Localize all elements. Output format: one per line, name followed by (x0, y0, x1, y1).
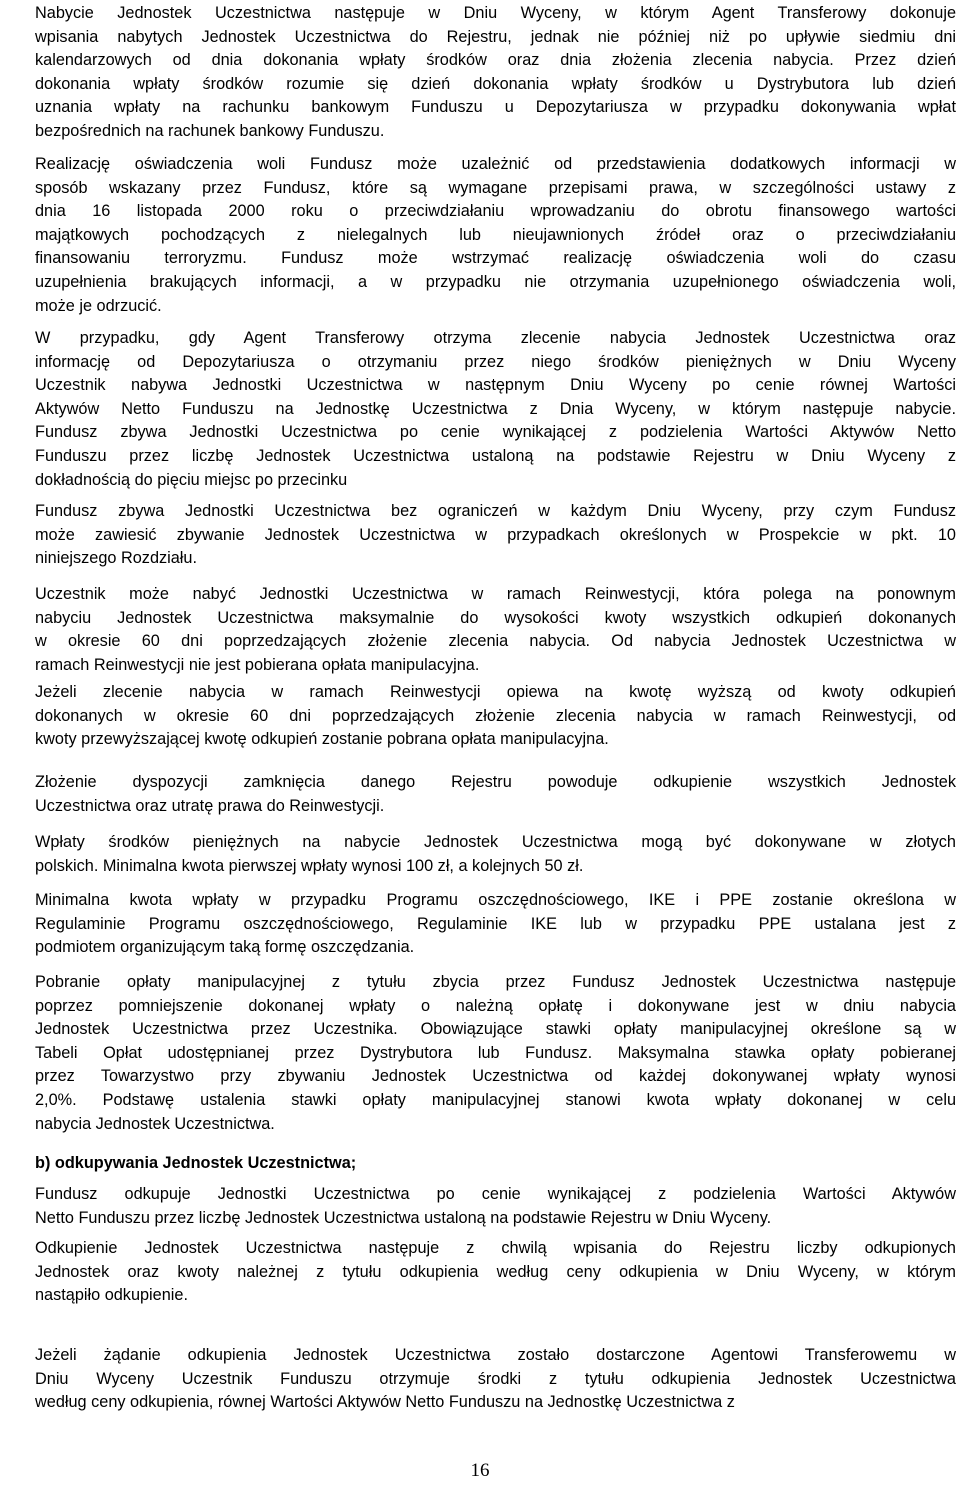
paragraph (35, 1344, 956, 1415)
paragraph (35, 971, 956, 1136)
text-line: kalendarzowych od dnia dokonania wpłaty środków oraz dnia złożenia zlecenia nabycia. Przez dzień (35, 51, 956, 70)
paragraph (35, 1183, 956, 1230)
page-number: 16 (470, 1460, 490, 1481)
paragraph (35, 153, 956, 318)
text-line: Fundusz zbywa Jednostki Uczestnictwa bez ograniczeń w każdym Dniu Wyceny, przy czym Fundusz (35, 502, 956, 520)
text-line: bezpośrednich na rachunek bankowy Funduszu. (35, 121, 385, 140)
text-line: nabyciu Jednostek Uczestnictwa maksymalnie do wysokości kwoty wszystkich odkupień dokonanych (35, 608, 956, 627)
text-line: ramach Reinwestycji nie jest pobierana opłata manipulacyjna. (35, 655, 480, 674)
paragraph (35, 2, 956, 144)
paragraph (35, 771, 956, 818)
text-line: Realizację oświadczenia woli Fundusz może uzależnić od przedstawienia dodatkowych informacji w (35, 155, 956, 173)
text-line: Uczestnictwa oraz utratę prawa do Reinwestycji. (35, 796, 385, 815)
text-line: Uczestnik nabywa Jednostki Uczestnictwa w następnym Dniu Wyceny po cenie równej Wartości (35, 376, 956, 395)
text-line: dokładnością do pięciu miejsc po przecinku (35, 470, 348, 489)
text-line: może zawiesić zbywanie Jednostek Uczestnictwa w przypadkach określonych w Prospekcie w pkt. 10 (35, 525, 956, 544)
text-line: sposób wskazany przez Fundusz, które są wymagane przepisami prawa, w szczególności ustawy z (35, 178, 956, 197)
paragraph (35, 500, 956, 571)
text-line: dnia 16 listopada 2000 roku o przeciwdziałaniu wprowadzaniu do obrotu finansowego wartości (35, 202, 956, 221)
text-line: przez Towarzystwo przy zbywaniu Jednostek Uczestnictwa od każdej dokonywanej wpłaty wynosi (35, 1067, 956, 1086)
text-line: poprzez pomniejszenie dokonanej wpłaty o należną opłatę i dokonywane jest w dniu nabycia (35, 996, 956, 1015)
text-line: Jednostek oraz kwoty należnej z tytułu odkupienia według ceny odkupienia w Dniu Wyceny, w którym (35, 1262, 956, 1281)
text-line: Złożenie dyspozycji zamknięcia danego Rejestru powoduje odkupienie wszystkich Jednostek (35, 773, 956, 791)
text-line: finansowaniu terroryzmu. Fundusz może wstrzymać realizację oświadczenia woli do czasu (35, 249, 956, 268)
text-line: Jeżeli żądanie odkupienia Jednostek Uczestnictwa zostało dostarczone Agentowi Transferowemu w (35, 1346, 956, 1364)
paragraph (35, 1237, 956, 1308)
text-line: Wpłaty środków pieniężnych na nabycie Jednostek Uczestnictwa mogą być dokonywane w złotych (35, 833, 956, 851)
text-line: Dniu Wyceny Uczestnik Funduszu otrzymuje środki z tytułu odkupienia Jednostek Uczestnictwa (35, 1369, 956, 1388)
paragraph (35, 889, 956, 960)
text-line: Jednostek Uczestnictwa przez Uczestnika. Obowiązujące stawki opłaty manipulacyjnej określone są w (35, 1020, 956, 1039)
text-line: Jeżeli zlecenie nabycia w ramach Reinwestycji opiewa na kwotę wyższą od kwoty odkupień (35, 683, 956, 701)
text-line: Nabycie Jednostek Uczestnictwa następuje w Dniu Wyceny, w którym Agent Transferowy dokonuje (35, 4, 956, 22)
text-line: nastąpiło odkupienie. (35, 1286, 188, 1305)
paragraph (35, 681, 956, 752)
text-line: kwoty przewyższającej kwotę odkupień zostanie pobrana opłata manipulacyjna. (35, 730, 609, 749)
text-line: informację od Depozytariusza o otrzymaniu przez niego środków pieniężnych w Dniu Wyceny (35, 352, 956, 371)
text-line: Funduszu przez liczbę Jednostek Uczestnictwa ustaloną na podstawie Rejestru w Dniu Wyceny z (35, 446, 956, 465)
text-line: uzupełnienia brakujących informacji, a w przypadku nie otrzymania uzupełnionego oświadczenia woli, (35, 272, 956, 291)
text-line: w okresie 60 dni poprzedzających złożenie zlecenia nabycia. Od nabycia Jednostek Uczestnictwa w (35, 632, 956, 651)
text-line: 2,0%. Podstawę ustalenia stawki opłaty manipulacyjnej stanowi kwota wpłaty dokonanej w celu (35, 1090, 956, 1109)
text-line: Minimalna kwota wpłaty w przypadku Programu oszczędnościowego, IKE i PPE zostanie określona w (35, 891, 956, 909)
text-line: Aktywów Netto Funduszu na Jednostkę Uczestnictwa z Dnia Wyceny, w którym następuje nabycie. (35, 399, 956, 418)
text-line: Uczestnik może nabyć Jednostki Uczestnictwa w ramach Reinwestycji, która polega na ponownym (35, 585, 956, 603)
text-line: Odkupienie Jednostek Uczestnictwa następuje z chwilą wpisania do Rejestru liczby odkupionych (35, 1239, 956, 1257)
text-line: polskich. Minimalna kwota pierwszej wpłaty wynosi 100 zł, a kolejnych 50 zł. (35, 856, 584, 875)
paragraph (35, 831, 956, 878)
text-line: niniejszego Rozdziału. (35, 549, 198, 568)
section-heading: b) odkupywania Jednostek Uczestnictwa; (35, 1154, 357, 1172)
text-line: nabycia Jednostek Uczestnictwa. (35, 1114, 275, 1133)
text-line: uznania wpłaty na rachunku bankowym Funduszu u Depozytariusza w przypadku dokonywania wpłat (35, 98, 956, 117)
text-line: może je odrzucić. (35, 296, 162, 315)
text-line: Netto Funduszu przez liczbę Jednostek Uczestnictwa ustaloną na podstawie Rejestru w Dniu Wyceny. (35, 1208, 772, 1227)
text-line: według ceny odkupienia, równej Wartości Aktywów Netto Funduszu na Jednostkę Uczestnictwa z (35, 1393, 735, 1412)
text-line: Tabeli Opłat udostępnianej przez Dystrybutora lub Fundusz. Maksymalna stawka opłaty pobieranej (35, 1043, 956, 1062)
text-line: Regulaminie Programu oszczędnościowego, Regulaminie IKE lub w przypadku PPE ustalana jest z (35, 914, 956, 933)
text-line: Fundusz zbywa Jednostki Uczestnictwa po cenie wynikającej z podzielenia Wartości Aktywów Netto (35, 423, 956, 442)
paragraph (35, 583, 956, 677)
paragraph (35, 327, 956, 492)
text-line: W przypadku, gdy Agent Transferowy otrzyma zlecenie nabycia Jednostek Uczestnictwa oraz (35, 329, 956, 347)
text-line: majątkowych pochodzących z nielegalnych lub nieujawnionych źródeł oraz o przeciwdziałaniu (35, 225, 956, 244)
text-line: wpisania nabytych Jednostek Uczestnictwa do Rejestru, jednak nie później niż po upływie siedmiu dni (35, 27, 956, 46)
text-line: Fundusz odkupuje Jednostki Uczestnictwa po cenie wynikającej z podzielenia Wartości Aktywów (35, 1185, 956, 1203)
text-line: dokonanych w okresie 60 dni poprzedzających złożenie zlecenia nabycia w ramach Reinwestycji, od (35, 706, 956, 725)
text-line: Pobranie opłaty manipulacyjnej z tytułu zbycia przez Fundusz Jednostek Uczestnictwa następuje (35, 973, 956, 991)
text-line: dokonania wpłaty środków rozumie się dzień dokonania wpłaty środków u Dystrybutora lub dzień (35, 74, 956, 93)
text-line: podmiotem organizującym taką formę oszczędzania. (35, 938, 415, 957)
